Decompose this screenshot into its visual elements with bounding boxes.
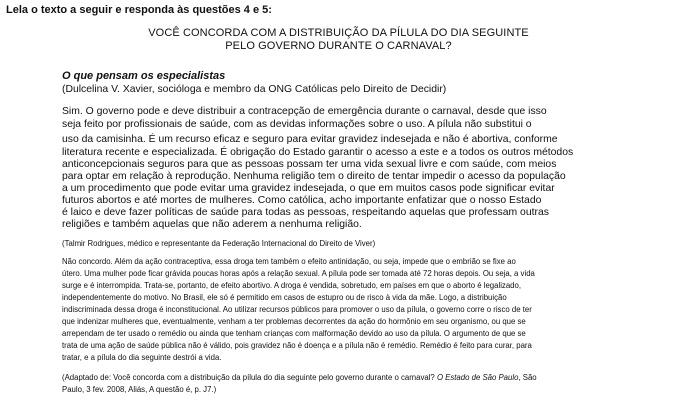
paragraph-1-line: Sim. O governo pode e deve distribuir a contracepção de emergência durante o carnaval, desde que isso xyxy=(62,106,547,117)
source-citation-line-2: Paulo, 3 fev. 2008, Aliás, A questão é, p. J7.) xyxy=(62,385,217,394)
paragraph-1-line: para optar em relação à reprodução. Nenhuma religião tem o direito de tentar impedir o acesso da população xyxy=(62,171,566,182)
paragraph-2-line: que indenizar mulheres que, eventualmente, venham a ter problemas decorrentes da ação do hormônio em seu organismo, ou que se xyxy=(62,317,526,326)
paragraph-2-line: tratar, e a pílula do dia seguinte destrói a vida. xyxy=(62,353,222,362)
paragraph-1-line: futuros abortos e até mortes de mulheres. Como católica, acho importante enfatizar que o nosso Estado xyxy=(62,195,542,206)
paragraph-2-line: independentemente do motivo. No Brasil, ele só é permitido em casos de estupro ou de risco à vida da mãe. Logo, a distribuição xyxy=(62,293,507,302)
paragraph-2-line: trata de uma ação de saúde pública não é válido, pois gravidez não é doença e a pílula não é remédio. Remédio é feito para curar, para xyxy=(62,341,532,350)
paragraph-1-line: uso da camisinha. É um recurso eficaz e seguro para evitar gravidez indesejada e não é abortiva, conforme xyxy=(62,134,558,145)
paragraph-2-line: surge e é interrompida. Trata-se, portanto, de efeito abortivo. A droga é vendida, sobretudo, em países em que o aborto é legalizado, xyxy=(62,281,522,290)
title-line-1: VOCÊ CONCORDA COM A DISTRIBUIÇÃO DA PÍLULA DO DIA SEGUINTE xyxy=(148,27,529,39)
source-suffix: , São xyxy=(518,373,537,382)
paragraph-1-line: seja feito por profissionais de saúde, com as devidas informações sobre o uso. A pílula não substitui o xyxy=(62,119,532,130)
paragraph-1-line: a um procedimento que pode evitar uma gravidez indesejada, o que em muitos casos pode significar evitar xyxy=(62,183,555,194)
title-line-2: PELO GOVERNO DURANTE O CARNAVAL? xyxy=(225,40,452,52)
author-1-attribution: (Dulcelina V. Xavier, socióloga e membro da ONG Católicas pelo Direito de Decidir) xyxy=(62,84,447,95)
instruction-text: Lela o texto a seguir e responda às questões 4 e 5: xyxy=(6,4,272,16)
paragraph-1-line: anticoncepcionais seguros para que as pessoas possam ter uma vida sexual livre e com saúde, com meios xyxy=(62,159,557,170)
paragraph-1-line: literatura recente e especializada. É obrigação do Estado garantir o acesso a este e a todos os outros métodos xyxy=(62,147,574,158)
author-2-attribution: (Talmir Rodrigues, médico e representante da Federação Internacional do Direito de Viver) xyxy=(62,239,376,248)
source-publication: O Estado de São Paulo xyxy=(436,373,519,382)
paragraph-2-line: Não concordo. Além da ação contraceptiva, essa droga tem também o efeito antinidação, ou seja, impede que o embrião se fixe ao xyxy=(62,257,516,266)
paragraph-2-line: arrependam de ter usado o remédio ou ainda que tenham crianças com malformação devido ao uso da pílula. O argumento de que se xyxy=(62,329,526,338)
source-prefix: (Adaptado de: Você concorda com a distribuição da pílula do dia seguinte pelo governo durante o carnaval? xyxy=(62,373,437,382)
paragraph-1-line: religiões e também aquelas que não aderem a nenhuma religião. xyxy=(62,219,362,230)
paragraph-1-line: é laico e deve fazer políticas de saúde para todas as pessoas, respeitando aquelas que professam outras xyxy=(62,207,549,218)
source-citation-line-1 xyxy=(62,373,537,382)
section-heading: O que pensam os especialistas xyxy=(62,70,226,82)
paragraph-2-line: indiscriminada dessa droga é inconstitucional. Ao utilizar recursos públicos para promover o uso da pílula, o governo corre o risco de ter xyxy=(62,305,532,314)
paragraph-2-line: útero. Uma mulher pode ficar grávida poucas horas após a relação sexual. A pílula pode ser tomada até 72 horas depois. Ou seja, a vida xyxy=(62,269,535,278)
